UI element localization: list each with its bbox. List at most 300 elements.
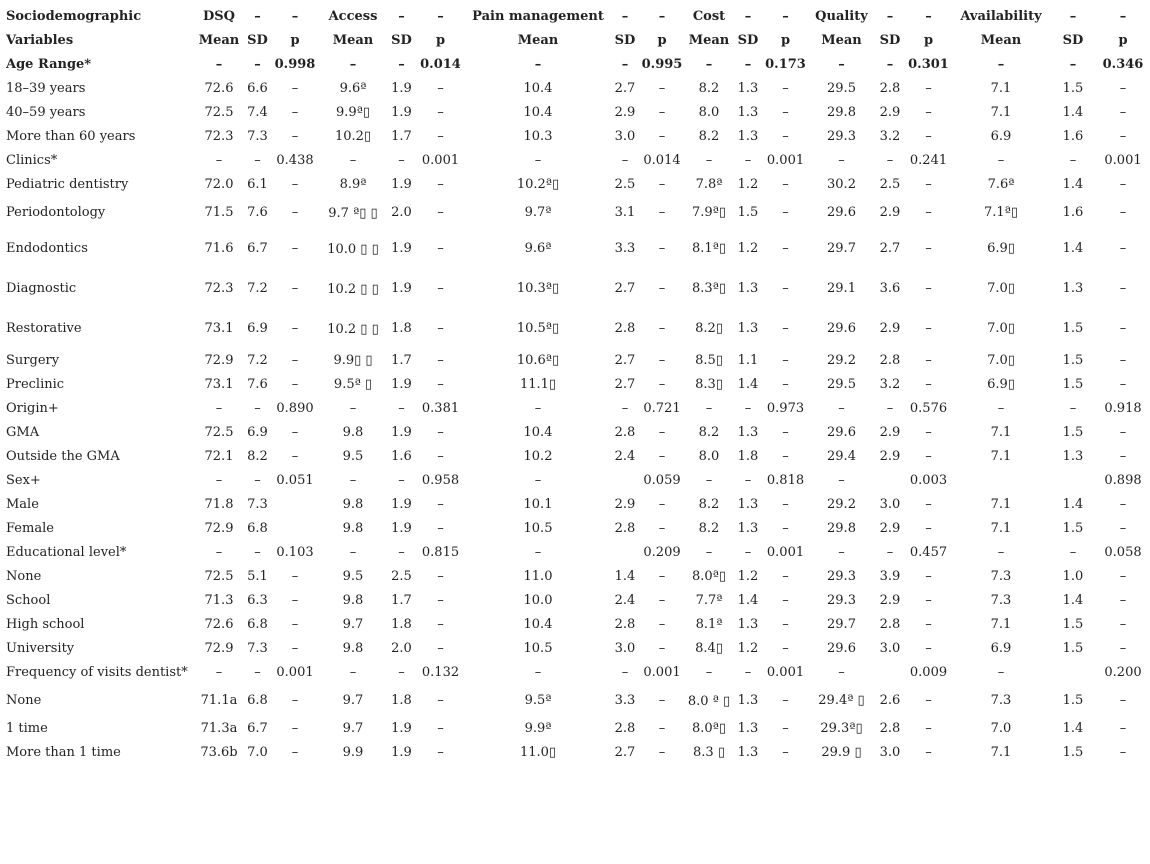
table-cell: 0.103 (276, 545, 314, 560)
table-cell: 1.3 (1062, 281, 1084, 296)
header-cell: Mean (821, 33, 862, 48)
table-cell: 1.4 (1062, 497, 1084, 512)
table-cell: – (925, 177, 932, 192)
table-cell: 0.001 (1104, 153, 1142, 168)
table-cell: 6.8 (247, 693, 268, 708)
table-cell: – (705, 473, 713, 488)
table-cell: – (1119, 177, 1127, 192)
table-cell: – (925, 449, 932, 464)
header-cell: SD (247, 33, 268, 48)
table-cell: 3.0 (614, 129, 636, 144)
table-cell: – (621, 401, 629, 416)
table-cell: 8.1ª (695, 617, 723, 632)
row-label: High school (6, 617, 85, 632)
table-cell: 0.973 (766, 401, 805, 416)
table-cell: 7.8ª (695, 177, 723, 192)
table-cell: – (534, 401, 542, 416)
table-cell: 73.6b (200, 745, 238, 760)
table-cell: 1.3 (737, 617, 759, 632)
table-cell: 1.3 (737, 521, 759, 536)
table-cell: 9.5 (342, 569, 364, 584)
table-cell: 2.9 (879, 593, 901, 608)
table-cell: 0.301 (908, 57, 949, 72)
table-cell: 1.5 (1062, 521, 1084, 536)
table-cell: – (1119, 205, 1127, 220)
table-cell: – (658, 177, 666, 192)
table-cell: 1.7 (391, 129, 412, 144)
table-cell: 1.5 (1062, 617, 1084, 632)
table-cell: 72.0 (204, 177, 234, 192)
table-cell: 6.8 (247, 521, 268, 536)
table-cell: 7.0 (990, 721, 1012, 736)
table-cell: – (291, 693, 299, 708)
table-cell: 11.0 (523, 569, 553, 584)
table-cell: – (886, 401, 894, 416)
table-cell: 11.0▯ (519, 745, 557, 760)
table-cell: – (925, 377, 932, 392)
table-cell: – (925, 569, 932, 584)
table-cell: 72.6 (204, 81, 234, 96)
table-cell: 2.7 (614, 81, 636, 96)
table-cell: – (1119, 593, 1127, 608)
table-cell: 0.132 (421, 665, 460, 680)
row-label: Educational level* (6, 545, 127, 560)
row-label: Origin+ (6, 401, 59, 416)
table-cell: – (782, 205, 789, 220)
table-cell: – (925, 521, 932, 536)
table-cell: 7.9ª▯ (691, 205, 726, 220)
table-cell: 9.6ª (524, 241, 552, 256)
table-cell: 1.3 (737, 721, 759, 736)
table-cell: 10.5 (523, 641, 553, 656)
table-cell: 6.3 (247, 593, 268, 608)
table-cell: – (705, 545, 713, 560)
table-cell: 9.7ª (524, 205, 552, 220)
table-cell: 8.2 (698, 521, 720, 536)
table-cell: 3.3 (614, 241, 636, 256)
table-cell: – (782, 425, 789, 440)
table-cell: 29.9 ▯ (821, 745, 862, 760)
table-cell (952, 469, 1050, 493)
table-cell: – (782, 593, 789, 608)
table-cell: 72.5 (204, 425, 234, 440)
table-cell: 0.998 (274, 57, 316, 72)
row-label: More than 60 years (6, 129, 136, 144)
table-cell: – (437, 177, 444, 192)
table-row (6, 685, 1150, 717)
table-cell: – (254, 473, 261, 488)
table-cell: 9.9ª (524, 721, 552, 736)
table-cell: – (997, 57, 1005, 72)
table-cell: 8.2 (698, 497, 720, 512)
header-cell: p (435, 33, 446, 48)
header-cell: – (886, 9, 894, 24)
table-cell: – (997, 665, 1005, 680)
table-cell: 29.4ª ▯ (818, 693, 865, 708)
table-cell: 7.2 (247, 353, 268, 368)
table-cell: 8.0 (698, 449, 720, 464)
table-cell: 1.9 (391, 497, 412, 512)
table-cell: – (437, 377, 444, 392)
table-cell: 9.8 (342, 497, 364, 512)
table-cell: – (1119, 693, 1127, 708)
table-cell: – (1119, 105, 1127, 120)
row-label: Pediatric dentistry (6, 177, 129, 192)
table-cell: 2.9 (879, 105, 901, 120)
table-cell: – (254, 401, 261, 416)
table-cell: 2.0 (391, 641, 412, 656)
table-cell: 2.7 (614, 281, 636, 296)
table-cell: – (658, 497, 666, 512)
table-cell: 1.5 (737, 205, 759, 220)
header-cell: – (398, 9, 405, 24)
table-cell: 5.1 (247, 569, 268, 584)
table-cell: 2.9 (879, 425, 901, 440)
table-cell: 0.241 (909, 153, 948, 168)
table-cell: 10.3ª▯ (516, 281, 560, 296)
table-cell: – (437, 521, 444, 536)
table-cell: 1.2 (737, 569, 759, 584)
header-cell: p (780, 33, 791, 48)
table-cell: 29.3 (827, 593, 856, 608)
table-cell: – (291, 105, 299, 120)
table-cell: – (1069, 545, 1077, 560)
table-cell: 7.3 (990, 569, 1012, 584)
table-cell: 6.7 (247, 241, 268, 256)
table-cell: 0.346 (1102, 57, 1144, 72)
table-row (6, 637, 1150, 661)
table-cell: 7.6 (247, 377, 268, 392)
table-cell: – (254, 57, 261, 72)
table-cell: – (437, 205, 444, 220)
table-cell: – (291, 617, 299, 632)
table-cell: 0.457 (909, 545, 948, 560)
table-cell: – (838, 473, 845, 488)
table-cell: 1.6 (391, 449, 412, 464)
table-cell: 1.8 (391, 617, 412, 632)
table-cell: – (215, 57, 223, 72)
table-cell: – (437, 449, 444, 464)
table-cell: 1.3 (737, 281, 759, 296)
table-cell: – (997, 545, 1005, 560)
row-label: 40–59 years (6, 105, 86, 120)
table-cell: – (925, 497, 932, 512)
header-cell: Sociodemographic (6, 9, 142, 24)
table-cell: – (782, 353, 789, 368)
table-cell: – (997, 401, 1005, 416)
table-cell: 0.003 (909, 473, 948, 488)
table-cell: 8.5▯ (695, 353, 723, 368)
table-cell: – (398, 401, 405, 416)
table-cell: 1.5 (1062, 425, 1084, 440)
table-cell: 29.6 (827, 321, 856, 336)
table-cell: 7.0 (247, 745, 268, 760)
row-label: Preclinic (6, 377, 65, 392)
row-label: Surgery (6, 353, 60, 368)
table-cell: – (782, 105, 789, 120)
table-cell: 71.3 (204, 593, 234, 608)
header-cell: p (1118, 33, 1128, 48)
row-label: None (6, 569, 42, 584)
table-cell: – (744, 545, 752, 560)
table-cell: 1.3 (737, 81, 759, 96)
table-cell: 3.0 (879, 745, 901, 760)
table-cell: 7.1ª▯ (983, 205, 1018, 220)
table-cell: 1.4 (737, 377, 759, 392)
table-cell: 6.8 (247, 617, 268, 632)
table-cell: – (215, 473, 223, 488)
row-label: GMA (6, 425, 40, 440)
table-cell: – (437, 693, 444, 708)
table-cell: – (782, 81, 789, 96)
table-cell: 71.6 (204, 241, 234, 256)
table-cell: 10.4 (523, 617, 553, 632)
table-cell: – (744, 401, 752, 416)
table-cell: – (437, 353, 444, 368)
table-row (6, 77, 1150, 101)
table-cell (611, 541, 639, 565)
table-cell: 1.9 (391, 377, 412, 392)
table-row (6, 269, 1150, 309)
table-row (6, 197, 1150, 229)
header-cell: Mean (517, 33, 559, 48)
table-cell: 8.3ª▯ (691, 281, 726, 296)
table-cell: 2.7 (614, 353, 636, 368)
table-cell: 29.1 (827, 281, 856, 296)
table-row (6, 125, 1150, 149)
header-cell: DSQ (203, 9, 235, 24)
table-cell: – (782, 321, 789, 336)
table-cell: – (782, 177, 789, 192)
table-cell: 8.0ª▯ (691, 721, 726, 736)
table-cell: – (838, 665, 845, 680)
table-cell: – (398, 545, 405, 560)
table-cell: 7.1 (990, 617, 1012, 632)
table-cell: 9.7 (342, 617, 364, 632)
header-cell: SD (391, 33, 412, 48)
table-cell: – (1119, 521, 1127, 536)
header-cell: p (657, 33, 667, 48)
table-cell: 2.8 (879, 721, 901, 736)
row-label: Restorative (6, 321, 82, 336)
row-label: Sex+ (6, 473, 41, 488)
table-cell: 0.438 (276, 153, 314, 168)
header-cell: – (744, 9, 752, 24)
row-label: Diagnostic (6, 281, 77, 296)
table-row (6, 469, 1150, 493)
table-cell: – (838, 57, 845, 72)
table-cell (271, 493, 319, 517)
table-row (6, 349, 1150, 373)
table-cell (875, 661, 905, 685)
table-cell: 3.2 (879, 129, 901, 144)
header-cell: – (291, 9, 299, 24)
row-label: School (6, 593, 51, 608)
table-cell: 72.5 (204, 569, 234, 584)
table-cell: – (291, 569, 299, 584)
table-cell: – (925, 693, 932, 708)
table-cell: 1.4 (1062, 593, 1084, 608)
table-cell: – (437, 129, 444, 144)
table-cell: 1.3 (737, 745, 759, 760)
header-cell: Mean (688, 33, 730, 48)
table-cell: – (658, 745, 666, 760)
table-cell: 6.7 (247, 721, 268, 736)
table-row (6, 373, 1150, 397)
table-cell: – (291, 281, 299, 296)
table-cell: 7.3 (247, 641, 268, 656)
table-cell: 8.2 (247, 449, 268, 464)
table-cell: 72.3 (204, 129, 234, 144)
table-cell: – (254, 153, 261, 168)
table-cell: 1.5 (1062, 693, 1084, 708)
table-cell: – (291, 205, 299, 220)
table-cell: 1.7 (391, 593, 412, 608)
table-cell: 7.1 (990, 745, 1012, 760)
table-cell: – (1119, 569, 1127, 584)
table-cell: – (398, 665, 405, 680)
table-cell: – (215, 665, 223, 680)
table-cell: 1.8 (391, 693, 412, 708)
header-cell: SD (879, 33, 901, 48)
table-cell: 0.173 (765, 57, 806, 72)
header-cell: Access (328, 9, 378, 24)
table-cell: – (349, 473, 357, 488)
table-cell: – (705, 153, 713, 168)
table-cell: – (782, 521, 789, 536)
table-cell: 9.9 (342, 745, 364, 760)
table-cell: 0.381 (421, 401, 460, 416)
header-cell: – (658, 9, 666, 24)
table-cell: – (1069, 401, 1077, 416)
table-cell: – (215, 545, 223, 560)
table-cell: – (437, 281, 444, 296)
table-cell: 3.2 (879, 377, 901, 392)
table-row (6, 661, 1150, 685)
table-cell: – (658, 721, 666, 736)
table-cell: 8.0 ª ▯ (687, 693, 731, 709)
table-row (6, 613, 1150, 637)
table-cell: – (1119, 353, 1127, 368)
table-row (6, 541, 1150, 565)
table-cell: – (291, 641, 299, 656)
table-cell: 1.2 (737, 177, 759, 192)
table-cell: 1.9 (391, 81, 412, 96)
header-cell: – (925, 9, 932, 24)
table-cell: 0.209 (643, 545, 681, 560)
header-row-groups (6, 5, 1150, 29)
table-cell: 8.2 (698, 425, 720, 440)
table-cell: – (1119, 497, 1127, 512)
table-cell (611, 469, 639, 493)
table-cell: 6.9 (247, 321, 268, 336)
header-cell: p (923, 33, 934, 48)
table-cell: 29.3ª▯ (820, 721, 863, 736)
table-cell: 9.5ª ▯ (333, 377, 373, 392)
table-cell: – (1119, 745, 1127, 760)
table-cell: – (1119, 449, 1127, 464)
table-cell: 7.1 (990, 521, 1012, 536)
table-row (6, 229, 1150, 269)
table-cell: 7.3 (247, 497, 268, 512)
table-cell: 29.3 (827, 129, 856, 144)
table-body (6, 53, 1150, 765)
table-cell: 1.9 (391, 241, 412, 256)
table-cell: 1.6 (1062, 129, 1084, 144)
table-cell: – (349, 57, 357, 72)
table-cell: – (534, 57, 542, 72)
table-cell: – (291, 721, 299, 736)
table-cell: 71.8 (204, 497, 234, 512)
table-cell: 7.6ª (987, 177, 1015, 192)
table-cell: 1.9 (391, 177, 412, 192)
table-cell: 11.1▯ (519, 377, 557, 392)
table-cell: 7.1 (990, 81, 1012, 96)
table-cell: 1.5 (1062, 377, 1084, 392)
table-cell: 1.1 (737, 353, 759, 368)
table-cell: 7.0▯ (987, 281, 1015, 296)
table-row (6, 149, 1150, 173)
table-cell: 7.2 (247, 281, 268, 296)
table-cell: 29.2 (827, 353, 856, 368)
table-cell: 2.9 (879, 321, 901, 336)
table-cell: 9.9▯ ▯ (333, 353, 373, 368)
table-cell: – (658, 377, 666, 392)
table-cell: – (744, 473, 752, 488)
table-cell: – (886, 545, 894, 560)
table-cell: 72.1 (204, 449, 234, 464)
table-cell: – (1119, 241, 1127, 256)
table-cell: 1.4 (1062, 241, 1084, 256)
table-cell: 0.815 (421, 545, 460, 560)
table-cell: 10.0 ▯ ▯ (327, 241, 379, 257)
table-cell (1050, 469, 1096, 493)
table-cell: 1.9 (391, 425, 412, 440)
table-cell: – (838, 401, 845, 416)
table-cell: 9.7 ª▯ ▯ (328, 205, 378, 221)
table-cell: – (658, 425, 666, 440)
table-cell: – (925, 353, 932, 368)
row-label: Female (6, 521, 54, 536)
row-label: 18–39 years (6, 81, 86, 96)
table-cell: – (291, 745, 299, 760)
table-cell: 0.014 (643, 153, 681, 168)
table-cell: 0.001 (766, 665, 805, 680)
row-label: Clinics* (6, 153, 58, 168)
table-cell: 1.9 (391, 281, 412, 296)
table-cell: 1.3 (737, 425, 759, 440)
table-cell: 0.890 (276, 401, 314, 416)
table-cell: 3.0 (879, 641, 901, 656)
table-cell: – (782, 617, 789, 632)
table-cell: – (534, 153, 542, 168)
table-cell: 2.9 (879, 521, 901, 536)
header-cell: SD (737, 33, 759, 48)
table-cell: – (349, 153, 357, 168)
table-cell: 3.6 (879, 281, 901, 296)
table-cell: – (621, 153, 629, 168)
table-cell: – (254, 545, 261, 560)
table-cell: 7.3 (990, 593, 1012, 608)
table-cell: – (925, 745, 932, 760)
table-cell: 9.7 (342, 721, 364, 736)
table-cell: 29.2 (827, 497, 856, 512)
table-cell: 1.4 (1062, 721, 1084, 736)
table-cell: – (658, 693, 666, 708)
table-cell: 0.721 (643, 401, 681, 416)
header-cell: – (254, 9, 261, 24)
table-cell: 1.9 (391, 521, 412, 536)
